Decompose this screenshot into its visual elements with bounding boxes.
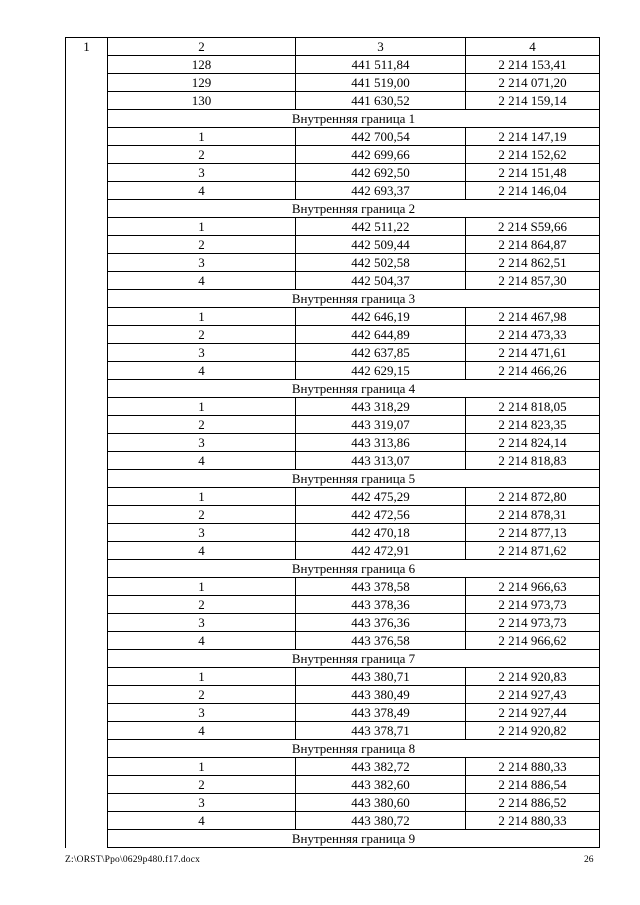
coordinate-x-cell: 443 380,72 <box>296 812 466 830</box>
row-col-1-cell <box>66 488 108 506</box>
section-header-row <box>66 560 600 578</box>
point-number-cell: 4 <box>108 272 296 290</box>
coordinate-y-cell: 2 214 466,26 <box>466 362 600 380</box>
section-header-row <box>66 740 600 758</box>
coordinate-y-cell: 2 214 471,61 <box>466 344 600 362</box>
coordinate-x-cell: 441 630,52 <box>296 92 466 110</box>
table-row <box>66 326 600 344</box>
row-col-1-cell <box>66 56 108 74</box>
coordinate-y-cell: 2 214 864,87 <box>466 236 600 254</box>
coordinate-y-cell: 2 214 973,73 <box>466 596 600 614</box>
table-row <box>66 254 600 272</box>
coordinate-x-cell: 443 376,36 <box>296 614 466 632</box>
coordinate-y-cell: 2 214 153,41 <box>466 56 600 74</box>
point-number-cell: 1 <box>108 668 296 686</box>
coordinate-x-cell: 443 378,58 <box>296 578 466 596</box>
row-col-1-cell <box>66 200 108 218</box>
table-row <box>66 416 600 434</box>
coordinate-x-cell: 442 475,29 <box>296 488 466 506</box>
coordinate-y-cell: 2 214 877,13 <box>466 524 600 542</box>
coordinate-y-cell: 2 214 886,54 <box>466 776 600 794</box>
section-header-row <box>66 650 600 668</box>
point-number-cell: 2 <box>108 506 296 524</box>
point-number-cell: 2 <box>108 596 296 614</box>
table-row <box>66 308 600 326</box>
row-col-1-cell <box>66 470 108 488</box>
point-number-cell: 1 <box>108 758 296 776</box>
point-number-cell: 3 <box>108 614 296 632</box>
coordinate-y-cell: 2 214 823,35 <box>466 416 600 434</box>
row-col-1-cell <box>66 92 108 110</box>
row-col-1-cell <box>66 794 108 812</box>
row-col-1-cell <box>66 686 108 704</box>
coordinate-x-cell: 443 380,60 <box>296 794 466 812</box>
point-number-cell: 4 <box>108 182 296 200</box>
coordinate-y-cell: 2 214 824,14 <box>466 434 600 452</box>
coordinate-y-cell: 2 214 872,80 <box>466 488 600 506</box>
coordinate-y-cell: 2 214 467,98 <box>466 308 600 326</box>
coordinate-x-cell: 442 700,54 <box>296 128 466 146</box>
coordinate-x-cell: 442 472,56 <box>296 506 466 524</box>
coordinate-x-cell: 443 378,49 <box>296 704 466 722</box>
point-number-cell: 2 <box>108 236 296 254</box>
row-col-1-cell <box>66 290 108 308</box>
point-number-cell: 4 <box>108 542 296 560</box>
section-title: Внутренняя граница 2 <box>108 200 600 218</box>
row-col-1-cell <box>66 578 108 596</box>
section-title: Внутренняя граница 1 <box>108 110 600 128</box>
coordinate-x-cell: 443 378,36 <box>296 596 466 614</box>
row-col-1-cell <box>66 218 108 236</box>
header-col-1: 1 <box>66 38 108 56</box>
table-row <box>66 812 600 830</box>
row-col-1-cell <box>66 380 108 398</box>
coordinate-y-cell: 2 214 973,73 <box>466 614 600 632</box>
section-title: Внутренняя граница 6 <box>108 560 600 578</box>
table-row <box>66 164 600 182</box>
row-col-1-cell <box>66 326 108 344</box>
row-col-1-cell <box>66 812 108 830</box>
row-col-1-cell <box>66 236 108 254</box>
coordinate-y-cell: 2 214 159,14 <box>466 92 600 110</box>
coordinate-y-cell: 2 214 966,62 <box>466 632 600 650</box>
row-col-1-cell <box>66 632 108 650</box>
table-row <box>66 146 600 164</box>
point-number-cell: 3 <box>108 344 296 362</box>
point-number-cell: 3 <box>108 164 296 182</box>
point-number-cell: 2 <box>108 416 296 434</box>
table-row <box>66 506 600 524</box>
table-row <box>66 74 600 92</box>
table-row <box>66 632 600 650</box>
row-col-1-cell <box>66 596 108 614</box>
row-col-1-cell <box>66 362 108 380</box>
point-number-cell: 1 <box>108 398 296 416</box>
coordinate-x-cell: 443 313,86 <box>296 434 466 452</box>
table-row <box>66 722 600 740</box>
coordinate-y-cell: 2 214 920,83 <box>466 668 600 686</box>
coordinate-x-cell: 442 644,89 <box>296 326 466 344</box>
point-number-cell: 1 <box>108 578 296 596</box>
coordinate-x-cell: 442 699,66 <box>296 146 466 164</box>
coordinate-y-cell: 2 214 878,31 <box>466 506 600 524</box>
table-row <box>66 668 600 686</box>
point-number-cell: 4 <box>108 362 296 380</box>
point-number-cell: 129 <box>108 74 296 92</box>
table-row <box>66 614 600 632</box>
section-header-row <box>66 110 600 128</box>
coordinate-y-cell: 2 214 886,52 <box>466 794 600 812</box>
row-col-1-cell <box>66 614 108 632</box>
table-row <box>66 578 600 596</box>
row-col-1-cell <box>66 74 108 92</box>
table-row <box>66 686 600 704</box>
row-col-1-cell <box>66 434 108 452</box>
point-number-cell: 1 <box>108 128 296 146</box>
coordinate-y-cell: 2 214 S59,66 <box>466 218 600 236</box>
coordinate-x-cell: 443 313,07 <box>296 452 466 470</box>
row-col-1-cell <box>66 254 108 272</box>
coordinate-y-cell: 2 214 071,20 <box>466 74 600 92</box>
coordinate-y-cell: 2 214 473,33 <box>466 326 600 344</box>
coordinate-y-cell: 2 214 151,48 <box>466 164 600 182</box>
row-col-1-cell <box>66 110 108 128</box>
coordinate-y-cell: 2 214 880,33 <box>466 812 600 830</box>
coordinate-y-cell: 2 214 146,04 <box>466 182 600 200</box>
point-number-cell: 2 <box>108 146 296 164</box>
table-header-row <box>66 38 600 56</box>
row-col-1-cell <box>66 308 108 326</box>
row-col-1-cell <box>66 542 108 560</box>
row-col-1-cell <box>66 740 108 758</box>
table-row <box>66 362 600 380</box>
table-row <box>66 596 600 614</box>
table-row <box>66 452 600 470</box>
row-col-1-cell <box>66 272 108 290</box>
coordinate-x-cell: 442 511,22 <box>296 218 466 236</box>
row-col-1-cell <box>66 452 108 470</box>
table-row <box>66 758 600 776</box>
row-col-1-cell <box>66 704 108 722</box>
row-col-1-cell <box>66 506 108 524</box>
coordinate-x-cell: 443 319,07 <box>296 416 466 434</box>
header-col-3: 3 <box>296 38 466 56</box>
point-number-cell: 3 <box>108 254 296 272</box>
row-col-1-cell <box>66 776 108 794</box>
point-number-cell: 1 <box>108 218 296 236</box>
coordinate-x-cell: 443 380,49 <box>296 686 466 704</box>
section-title: Внутренняя граница 3 <box>108 290 600 308</box>
header-col-4: 4 <box>466 38 600 56</box>
coordinate-x-cell: 441 511,84 <box>296 56 466 74</box>
coordinate-x-cell: 443 382,72 <box>296 758 466 776</box>
coordinate-y-cell: 2 214 920,82 <box>466 722 600 740</box>
section-header-row <box>66 380 600 398</box>
coordinate-x-cell: 442 692,50 <box>296 164 466 182</box>
coordinate-y-cell: 2 214 818,05 <box>466 398 600 416</box>
table-row <box>66 218 600 236</box>
table-row <box>66 488 600 506</box>
row-col-1-cell <box>66 398 108 416</box>
section-title: Внутренняя граница 7 <box>108 650 600 668</box>
table-row <box>66 776 600 794</box>
point-number-cell: 2 <box>108 326 296 344</box>
coordinate-x-cell: 443 318,29 <box>296 398 466 416</box>
table-row <box>66 272 600 290</box>
coordinate-y-cell: 2 214 927,44 <box>466 704 600 722</box>
section-title: Внутренняя граница 9 <box>108 830 600 848</box>
coordinate-x-cell: 443 382,60 <box>296 776 466 794</box>
coordinate-x-cell: 442 646,19 <box>296 308 466 326</box>
footer-file-path: Z:\ORST\Ppo\0629p480.f17.docx <box>65 855 201 865</box>
coordinate-x-cell: 442 629,15 <box>296 362 466 380</box>
point-number-cell: 130 <box>108 92 296 110</box>
coordinate-y-cell: 2 214 857,30 <box>466 272 600 290</box>
table-row <box>66 92 600 110</box>
footer-page-number: 26 <box>584 855 594 865</box>
row-col-1-cell <box>66 668 108 686</box>
coordinate-y-cell: 2 214 966,63 <box>466 578 600 596</box>
table-row <box>66 128 600 146</box>
point-number-cell: 4 <box>108 632 296 650</box>
point-number-cell: 2 <box>108 776 296 794</box>
point-number-cell: 2 <box>108 686 296 704</box>
coordinate-y-cell: 2 214 871,62 <box>466 542 600 560</box>
section-header-row <box>66 290 600 308</box>
coordinate-y-cell: 2 214 152,62 <box>466 146 600 164</box>
table-row <box>66 524 600 542</box>
row-col-1-cell <box>66 416 108 434</box>
point-number-cell: 3 <box>108 704 296 722</box>
section-header-row <box>66 470 600 488</box>
section-title: Внутренняя граница 5 <box>108 470 600 488</box>
point-number-cell: 4 <box>108 722 296 740</box>
row-col-1-cell <box>66 344 108 362</box>
point-number-cell: 128 <box>108 56 296 74</box>
point-number-cell: 3 <box>108 434 296 452</box>
coordinate-x-cell: 441 519,00 <box>296 74 466 92</box>
table-row <box>66 56 600 74</box>
coordinate-x-cell: 442 637,85 <box>296 344 466 362</box>
coordinate-x-cell: 442 472,91 <box>296 542 466 560</box>
point-number-cell: 1 <box>108 308 296 326</box>
table-row <box>66 182 600 200</box>
row-col-1-cell <box>66 164 108 182</box>
table-row <box>66 398 600 416</box>
coordinate-x-cell: 442 502,58 <box>296 254 466 272</box>
table-row <box>66 344 600 362</box>
coordinate-x-cell: 443 376,58 <box>296 632 466 650</box>
section-header-row <box>66 200 600 218</box>
row-col-1-cell <box>66 560 108 578</box>
header-col-2: 2 <box>108 38 296 56</box>
coordinate-x-cell: 442 693,37 <box>296 182 466 200</box>
coordinate-y-cell: 2 214 818,83 <box>466 452 600 470</box>
table-row <box>66 434 600 452</box>
coordinate-y-cell: 2 214 880,33 <box>466 758 600 776</box>
coordinate-x-cell: 442 470,18 <box>296 524 466 542</box>
row-col-1-cell <box>66 758 108 776</box>
coordinate-x-cell: 443 380,71 <box>296 668 466 686</box>
section-header-row <box>66 830 600 848</box>
row-col-1-cell <box>66 830 108 848</box>
table-row <box>66 704 600 722</box>
section-title: Внутренняя граница 8 <box>108 740 600 758</box>
point-number-cell: 1 <box>108 488 296 506</box>
coordinate-x-cell: 443 378,71 <box>296 722 466 740</box>
row-col-1-cell <box>66 182 108 200</box>
point-number-cell: 4 <box>108 812 296 830</box>
table-row <box>66 542 600 560</box>
table-row <box>66 794 600 812</box>
coordinate-y-cell: 2 214 147,19 <box>466 128 600 146</box>
coordinates-table-body <box>66 38 600 848</box>
point-number-cell: 4 <box>108 452 296 470</box>
row-col-1-cell <box>66 650 108 668</box>
coordinate-x-cell: 442 509,44 <box>296 236 466 254</box>
coordinate-y-cell: 2 214 862,51 <box>466 254 600 272</box>
row-col-1-cell <box>66 128 108 146</box>
section-title: Внутренняя граница 4 <box>108 380 600 398</box>
row-col-1-cell <box>66 524 108 542</box>
row-col-1-cell <box>66 146 108 164</box>
row-col-1-cell <box>66 722 108 740</box>
coordinates-table <box>65 37 600 848</box>
table-row <box>66 236 600 254</box>
coordinate-y-cell: 2 214 927,43 <box>466 686 600 704</box>
point-number-cell: 3 <box>108 524 296 542</box>
point-number-cell: 3 <box>108 794 296 812</box>
coordinate-x-cell: 442 504,37 <box>296 272 466 290</box>
